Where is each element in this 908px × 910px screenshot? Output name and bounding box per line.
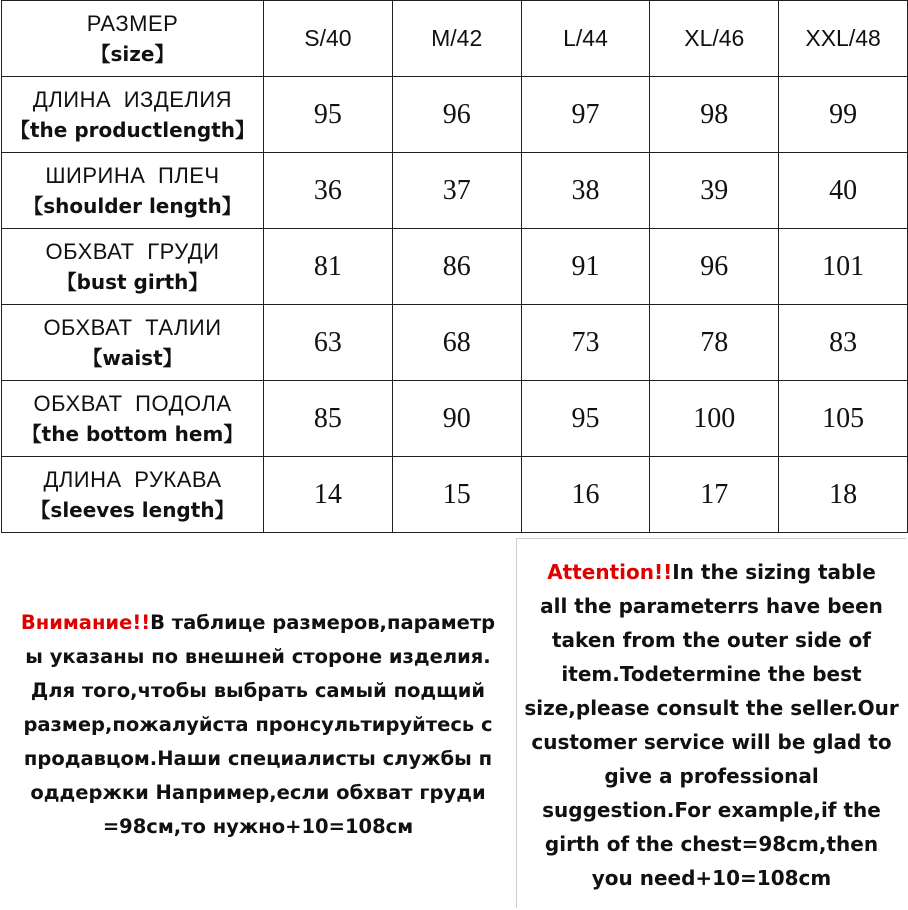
row-label-ru: ДЛИНА РУКАВА bbox=[43, 466, 222, 492]
value-cell: 78 bbox=[650, 305, 779, 381]
value-cell: 96 bbox=[650, 229, 779, 305]
header-label-ru: РАЗМЕР bbox=[86, 10, 179, 36]
row-label-ru: ОБХВАТ ПОДОЛА bbox=[33, 390, 232, 416]
size-header-xxl: XXL/48 bbox=[779, 1, 908, 77]
value-cell: 99 bbox=[779, 77, 908, 153]
value-cell: 37 bbox=[392, 153, 521, 229]
note-ru-line: размер,пожалуйста пронсультируйтесь с bbox=[23, 713, 493, 736]
row-label-en: 【bust girth】 bbox=[56, 269, 209, 294]
table-row bbox=[2, 305, 908, 381]
value-cell: 101 bbox=[779, 229, 908, 305]
value-cell: 90 bbox=[392, 381, 521, 457]
row-label-cell bbox=[2, 305, 264, 381]
note-ru-line bbox=[2, 606, 514, 640]
row-label-en: 【sleeves length】 bbox=[30, 497, 235, 522]
note-en-text: In the sizing table bbox=[672, 560, 876, 584]
attention-label-ru: Внимание!! bbox=[20, 611, 151, 634]
table-row bbox=[2, 229, 908, 305]
table-row bbox=[2, 153, 908, 229]
value-cell: 81 bbox=[264, 229, 393, 305]
value-cell: 16 bbox=[521, 457, 650, 533]
note-ru-line: =98см,то нужно+10=108см bbox=[102, 815, 414, 838]
note-ru-line: продавцом.Наши специалисты службы п bbox=[23, 747, 493, 770]
value-cell: 97 bbox=[521, 77, 650, 153]
value-cell: 100 bbox=[650, 381, 779, 457]
note-ru-line: ы указаны по внешней стороне изделия. bbox=[25, 645, 491, 668]
value-cell: 91 bbox=[521, 229, 650, 305]
row-label-cell bbox=[2, 457, 264, 533]
note-en-line: give a professional bbox=[604, 764, 819, 788]
size-header-l: L/44 bbox=[521, 1, 650, 77]
header-label-en: 【size】 bbox=[90, 41, 175, 66]
value-cell: 17 bbox=[650, 457, 779, 533]
note-en-line: you need+10=108cm bbox=[591, 866, 832, 890]
note-en-line: item.Todetermine the best bbox=[561, 662, 862, 686]
value-cell: 86 bbox=[392, 229, 521, 305]
value-cell: 85 bbox=[264, 381, 393, 457]
attention-label-en: Attention!! bbox=[547, 560, 673, 584]
value-cell: 95 bbox=[264, 77, 393, 153]
value-cell: 68 bbox=[392, 305, 521, 381]
note-english bbox=[516, 538, 906, 908]
note-en-line: suggestion.For example,if the bbox=[542, 798, 881, 822]
row-label-cell bbox=[2, 153, 264, 229]
note-ru-line: оддержки Например,если обхват груди bbox=[30, 781, 486, 804]
table-row bbox=[2, 77, 908, 153]
header-label-cell bbox=[2, 1, 264, 77]
row-label-cell bbox=[2, 77, 264, 153]
value-cell: 14 bbox=[264, 457, 393, 533]
row-label-cell bbox=[2, 229, 264, 305]
note-en-line bbox=[517, 555, 906, 589]
row-label-ru: ОБХВАТ ТАЛИИ bbox=[43, 314, 222, 340]
row-label-en: 【waist】 bbox=[82, 345, 183, 370]
note-en-line: girth of the chest=98cm,then bbox=[544, 832, 879, 856]
note-russian bbox=[2, 536, 514, 908]
value-cell: 63 bbox=[264, 305, 393, 381]
value-cell: 95 bbox=[521, 381, 650, 457]
value-cell: 96 bbox=[392, 77, 521, 153]
note-en-line: all the parameterrs have been bbox=[540, 594, 883, 618]
note-en-line: customer service will be glad to bbox=[531, 730, 892, 754]
row-label-ru: ШИРИНА ПЛЕЧ bbox=[45, 162, 220, 188]
header-row bbox=[2, 1, 908, 77]
row-label-ru: ОБХВАТ ГРУДИ bbox=[45, 238, 220, 264]
table-row bbox=[2, 457, 908, 533]
row-label-cell bbox=[2, 381, 264, 457]
row-label-ru: ДЛИНА ИЗДЕЛИЯ bbox=[32, 86, 233, 112]
value-cell: 39 bbox=[650, 153, 779, 229]
value-cell: 98 bbox=[650, 77, 779, 153]
table-row bbox=[2, 381, 908, 457]
value-cell: 15 bbox=[392, 457, 521, 533]
note-en-line: size,please consult the seller.Our bbox=[524, 696, 899, 720]
value-cell: 40 bbox=[779, 153, 908, 229]
value-cell: 38 bbox=[521, 153, 650, 229]
value-cell: 36 bbox=[264, 153, 393, 229]
note-ru-text: В таблице размеров,параметр bbox=[150, 611, 496, 634]
note-en-line: taken from the outer side of bbox=[552, 628, 871, 652]
value-cell: 83 bbox=[779, 305, 908, 381]
row-label-en: 【the bottom hem】 bbox=[21, 421, 244, 446]
value-cell: 18 bbox=[779, 457, 908, 533]
row-label-en: 【the productlength】 bbox=[10, 117, 255, 142]
size-header-m: M/42 bbox=[392, 1, 521, 77]
size-header-xl: XL/46 bbox=[650, 1, 779, 77]
value-cell: 73 bbox=[521, 305, 650, 381]
size-header-s: S/40 bbox=[264, 1, 393, 77]
row-label-en: 【shoulder length】 bbox=[23, 193, 242, 218]
size-table bbox=[1, 0, 908, 533]
note-ru-line: Для того,чтобы выбрать самый подщий bbox=[30, 679, 486, 702]
value-cell: 105 bbox=[779, 381, 908, 457]
